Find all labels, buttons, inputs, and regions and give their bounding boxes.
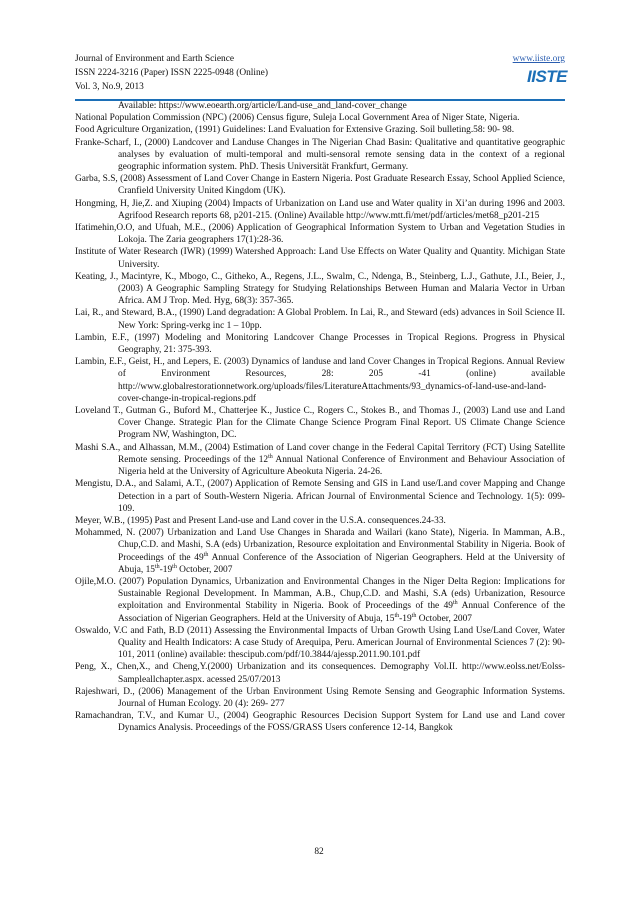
reference-entry xyxy=(75,686,565,710)
reference-entry xyxy=(75,442,565,479)
reference-entry xyxy=(75,515,565,527)
reference-list xyxy=(75,100,565,735)
reference-superscript: th xyxy=(203,551,209,558)
reference-superscript: th xyxy=(172,563,177,570)
reference-entry xyxy=(75,576,565,625)
reference-text: Rajeshwari, D., (2006) Management of the Urban Environment Using Remote Sensing and Geographic Information Systems. Journal of Human Ecology. 20 (4): 269- 277 xyxy=(75,686,565,709)
reference-text: Oswaldo, V.C and Fath, B.D (2011) Assessing the Environmental Impacts of Urban Growth Using Land Use/Land Cover, Water Quality and Health Indicators: A case Study of Arequipa, Peru. American Journal of Environmental Sciences 7 (2): 90- 101, 2011 (online) available: thescipub.com/pdf/10.3844/ajessp.2011.90.101.pdf xyxy=(75,625,565,661)
reference-entry xyxy=(75,198,565,222)
reference-entry xyxy=(75,478,565,515)
reference-text: National Population Commission (NPC) (2006) Census figure, Suleja Local Government Area of Niger State, Nigeria. xyxy=(75,113,520,124)
reference-text: Mengistu, D.A., and Salami, A.T., (2007) Application of Remote Sensing and GIS in Land use/Land cover Mapping and Change Detection in a part of South-Western Nigeria. African Journal of Environmental Science and Technology. 1(5): 099-109. xyxy=(75,479,565,514)
reference-text: Food Agriculture Organization, (1991) Guidelines: Land Evaluation for Extensive Grazing. Soil bulleting.58: 90- 98. xyxy=(75,125,515,136)
reference-text: Lambin, E.F., Geist, H., and Lepers, E. (2003) Dynamics of landuse and land Cover Changes in Tropical Regions. Annual Review of Environment Resources, 28: 205 -41 (online) available http://www.globalrestorationnetwork.org/uploads/files/LiteratureAttachments/93_dynamics-of-land-use-and-land-cover-change-in-tropical-regions.pdf xyxy=(75,357,565,404)
reference-text: Loveland T., Gutman G., Buford M., Chatterjee K., Justice C., Rogers C., Stokes B., and Thomas J., (2003) Land use and Land Cover Change. Strategic Plan for the Climate Change Science Program Final Report. US Climate Change Science Program NW, Washington, DC. xyxy=(75,406,565,441)
journal-title: Journal of Environment and Earth Science xyxy=(75,54,235,64)
journal-volume: Vol. 3, No.9, 2013 xyxy=(75,82,144,92)
reference-text: Peng, X., Chen,X., and Cheng,Y.(2000) Urbanization and its consequences. Demography Vol.II. http://www.eolss.net/Eolss-Sampleallchapter.aspx. acessed 25/07/2013 xyxy=(75,662,565,685)
reference-text: October, 2007 xyxy=(176,564,233,575)
reference-text: Ifatimehin,O.O, and Ufuah, M.E., (2006) Application of Geographical Information System to Urban and Vegetation Studies in Lokoja. The Zaria geographers 17(1):28-36. xyxy=(75,223,565,246)
reference-entry xyxy=(75,271,565,308)
reference-entry xyxy=(75,173,565,197)
reference-entry xyxy=(75,100,565,112)
reference-text: Ojile,M.O. (2007) Population Dynamics, Urbanization and Environmental Changes in the Niger Delta Region: Implications for Sustainable Regional Development. In Mamman, A.B., Chup,C.D. and Mashi, S.A (eds) Urbanization, Resource exploitation and Environmental Stability in Nigeria. Book of Proceedings of the 49 xyxy=(75,576,565,612)
reference-text: Available: https://www.eoearth.org/article/Land-use_and_land-cover_change xyxy=(118,101,407,111)
reference-text: Mohammed, N. (2007) Urbanization and Land Use Changes in Sharada and Wailari (kano State), Nigeria. In Mamman, A.B., Chup,C.D. and Mashi, S.A (eds) Urbanization, Resource exploitation and Environmental Stability in Nigeria. Book of Proceedings of the 49 xyxy=(75,528,565,563)
reference-entry xyxy=(75,625,565,662)
reference-superscript: th xyxy=(394,612,400,619)
reference-text: -19 xyxy=(159,564,173,575)
reference-entry xyxy=(75,710,565,734)
reference-entry xyxy=(75,222,565,246)
reference-entry xyxy=(75,661,565,685)
reference-text: Hongming, H, Jie,Z. and Xiuping (2004) Impacts of Urbanization on Land use and Water quality in Xi’an during 1996 and 2003. Agrifood Research reports 68, p201-215. (Online) Available http://www.mtt.fi/met/pdf/articles/met68_p201-215 xyxy=(75,198,565,221)
reference-text: Mashi S.A., and Alhassan, M.M., (2004) Estimation of Land cover change in the Federal Capital Territory (FCT) Using Satellite Remote sensing. Proceedings of the 12 xyxy=(75,442,565,465)
reference-text: Annual National Conference of Environment and Behaviour Association of Nigeria held at the University of Agriculture Abeokuta Nigeria. 24-26. xyxy=(118,454,565,478)
reference-entry xyxy=(75,332,565,356)
reference-text: Lai, R., and Steward, B.A., (1990) Land degradation: A Global Problem. In Lai, R., and Steward (eds) advances in Soil Science II. New York: Spring-verkg inc 1 – 10pp. xyxy=(75,308,565,331)
reference-text: Institute of Water Research (IWR) (1999) Watershed Approach: Land Use Effects on Water Quality and Quantity. Michigan State University. xyxy=(75,247,565,270)
journal-header xyxy=(75,52,568,100)
reference-text: Meyer, W.B., (1995) Past and Present Land-use and Land cover in the U.S.A. consequences.24-33. xyxy=(75,515,446,526)
reference-entry xyxy=(75,137,565,174)
reference-superscript: th xyxy=(154,563,160,570)
reference-text: Annual Conference of the Association of Nigerian Geographers. Held at the University of Abuja, 15 xyxy=(118,601,565,624)
reference-entry xyxy=(75,405,565,442)
reference-entry xyxy=(75,112,565,124)
reference-text: Keating, J., Macintyre, K., Mbogo, C., Githeko, A., Regens, J.L., Swalm, C., Ndenga, B., Steinberg, L.J., Gathute, J.I., Beier, J.,(2003) A Geographic Sampling Strategy for Studying Relationships Between Human and Malaria Vector in Urban Africa. AM J Trop. Med. Hyg, 68(3): 357-365. xyxy=(75,271,565,307)
reference-text: Garba, S.S, (2008) Assessment of Land Cover Change in Eastern Nigeria. Post Graduate Research Essay, School Applied Science, Cranfield University United Kingdom (UK). xyxy=(75,174,565,197)
reference-text: Annual Conference of the Association of Nigerian Geographers. Held at the University of Abuja, 15 xyxy=(118,552,565,575)
journal-url-link[interactable]: www.iiste.org xyxy=(512,54,565,64)
reference-entry xyxy=(75,246,565,270)
iiste-logo: IISTE xyxy=(527,67,568,86)
page-number: 82 xyxy=(314,847,324,857)
reference-entry xyxy=(75,124,565,136)
reference-text: October, 2007 xyxy=(416,613,472,624)
reference-superscript: th xyxy=(268,453,273,460)
reference-superscript: th xyxy=(453,600,458,607)
reference-text: -19 xyxy=(399,613,412,624)
reference-text: Ramachandran, T.V., and Kumar U., (2004) Geographic Resources Decision Support System for Land use and Land cover Dynamics Analysis. Proceedings of the FOSS/GRASS Users conference 12-14, Bangkok xyxy=(75,711,565,734)
reference-text: Franke-Scharf, I., (2000) Landcover and Landuse Changes in The Nigerian Chad Basin: Qualitative and quantitative geographic analyses by evaluation of multi-temporal and multi-sensoral remote sensing data in the context of a regional geographic information system. PhD. Thesis Universität Frankfurt, Germany. xyxy=(75,137,565,173)
reference-entry xyxy=(75,307,565,331)
journal-issn: ISSN 2224-3216 (Paper) ISSN 2225-0948 (Online) xyxy=(75,68,268,78)
reference-entry xyxy=(75,356,565,405)
reference-entry xyxy=(75,527,565,576)
reference-superscript: th xyxy=(411,612,417,619)
reference-text: Lambin, E.F., (1997) Modeling and Monitoring Landcover Change Processes in Tropical Regions. Progress in Physical Geography, 21: 375-393. xyxy=(75,332,565,356)
